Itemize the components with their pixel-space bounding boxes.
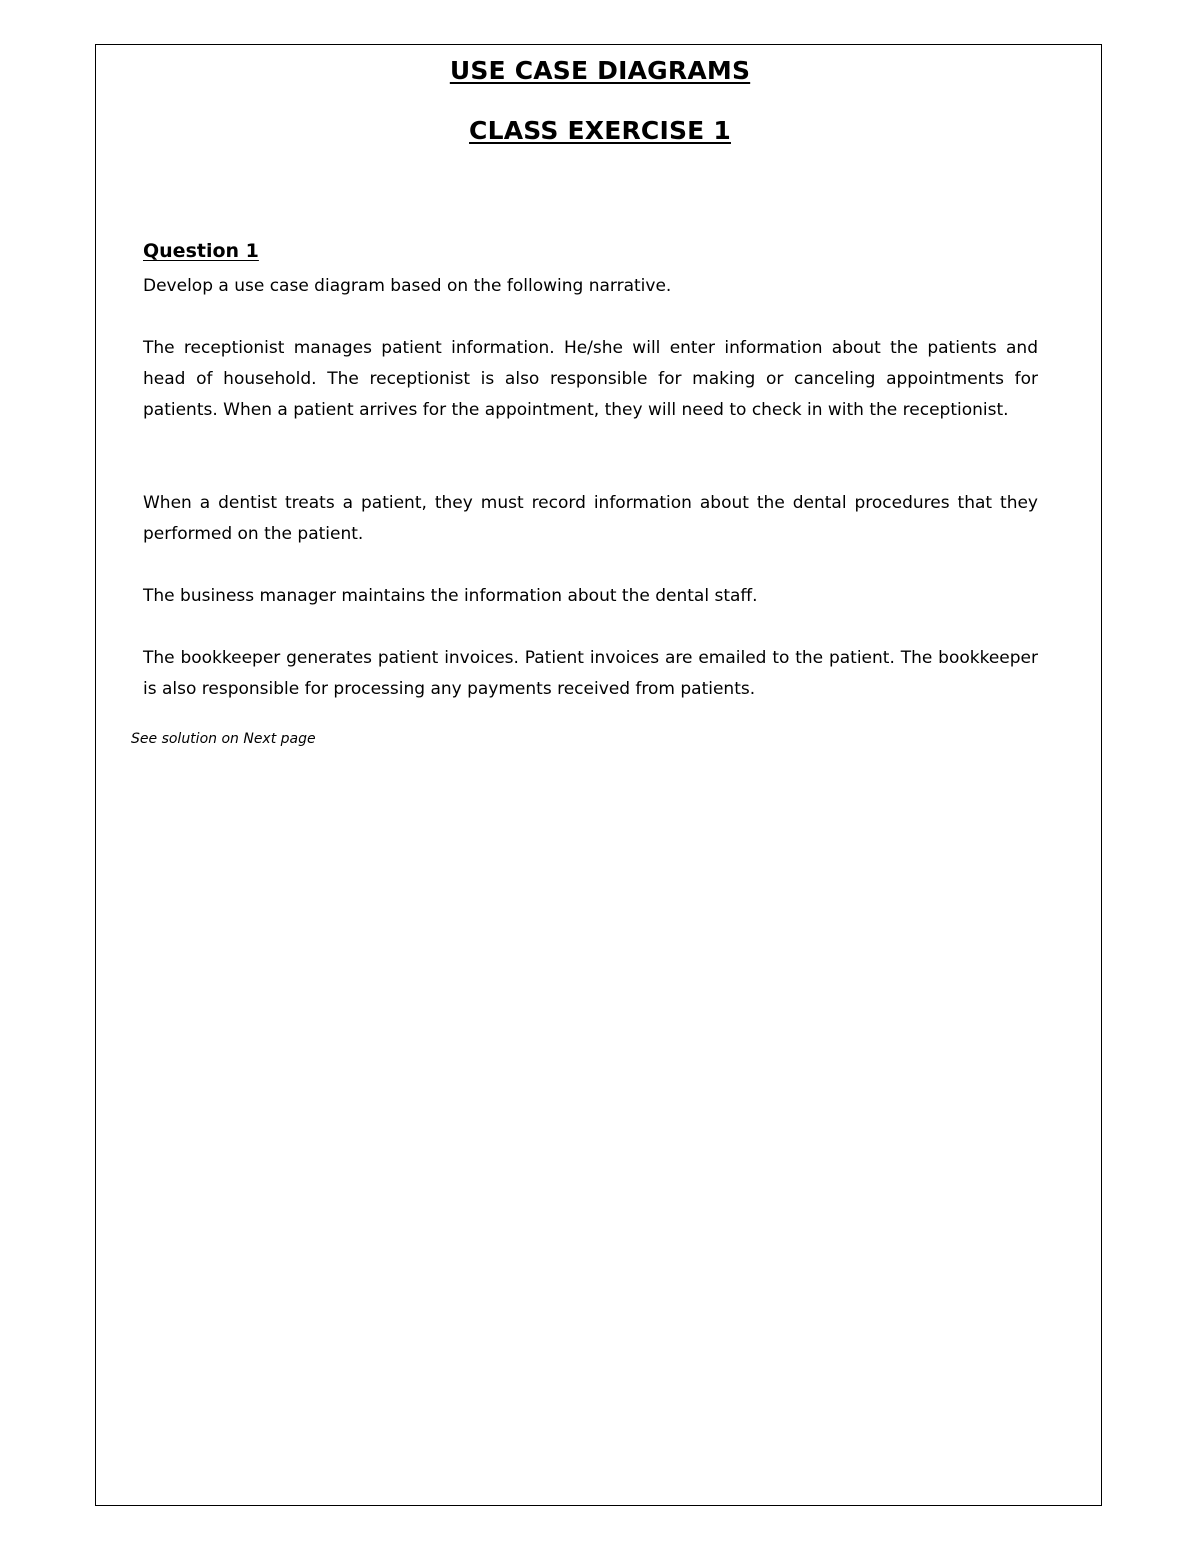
document-subtitle: CLASS EXERCISE 1 <box>469 116 731 145</box>
narrative-paragraph-receptionist: The receptionist manages patient information. He/she will enter information about the patients and head of household. The receptionist is also responsible for making or canceling appointments for patients. When a patient arrives for the appointment, they will need to check in with the receptionist. <box>143 338 1038 420</box>
solution-note: See solution on Next page <box>131 731 316 747</box>
narrative-paragraph-dentist: When a dentist treats a patient, they must record information about the dental procedures that they performed on the patient. <box>143 493 1038 544</box>
narrative-paragraph-business-manager: The business manager maintains the information about the dental staff. <box>143 586 758 606</box>
document-title: USE CASE DIAGRAMS <box>449 56 751 85</box>
narrative-paragraph-bookkeeper: The bookkeeper generates patient invoices. Patient invoices are emailed to the patient. The bookkeeper is also responsible for processing any payments received from patients. <box>143 648 1038 699</box>
question-instruction: Develop a use case diagram based on the following narrative. <box>143 276 672 296</box>
page-border <box>95 44 1102 1506</box>
question-heading: Question 1 <box>143 240 259 262</box>
